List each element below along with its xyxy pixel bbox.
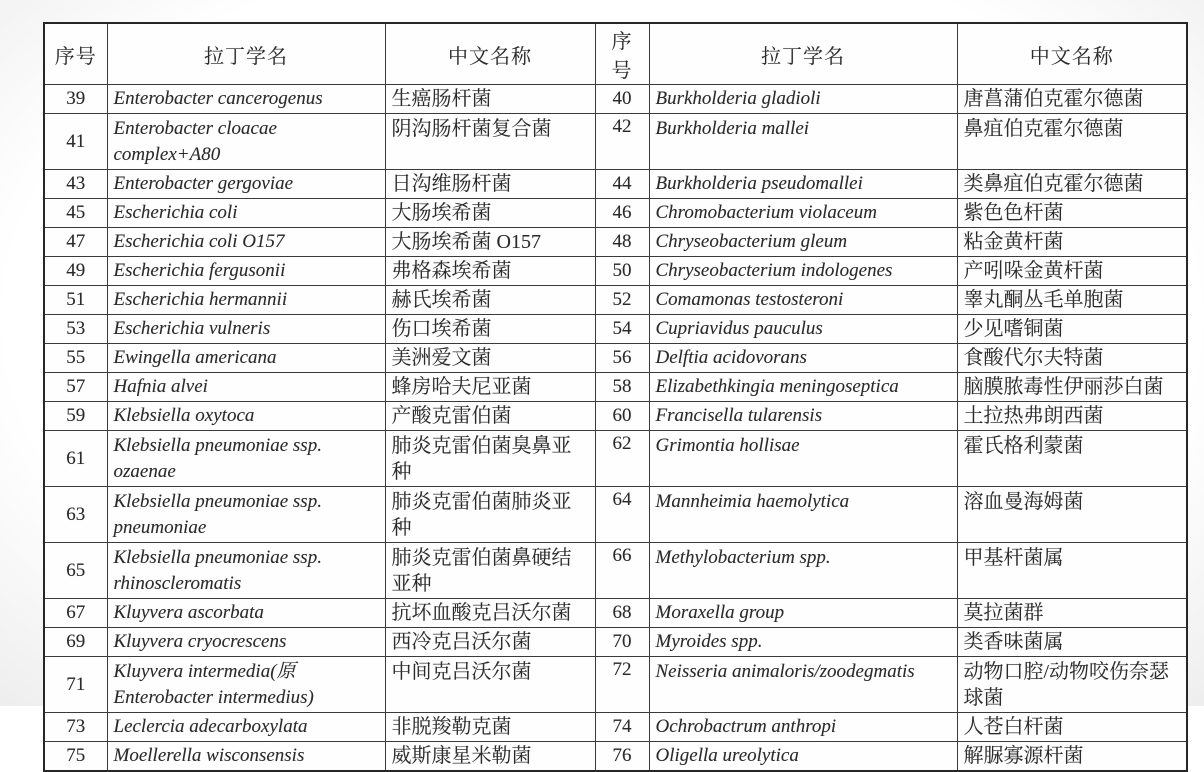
header-latin-right: 拉丁学名 [649,23,957,85]
latin-name-cell: Chryseobacterium indologenes [649,257,957,286]
table-row [44,431,1187,487]
table-row [44,228,1187,257]
chinese-name-cell: 肺炎克雷伯菌臭鼻亚种 [385,431,595,487]
chinese-name-cell: 威斯康星米勒菌 [385,742,595,772]
serial-number-cell: 54 [595,315,649,344]
serial-number-cell: 43 [44,170,107,199]
chinese-name-cell: 蜂房哈夫尼亚菌 [385,373,595,402]
latin-name-cell: Enterobacter cloacae complex+A80 [107,114,385,170]
chinese-name-cell: 大肠埃希菌 [385,199,595,228]
serial-number-cell: 60 [595,402,649,431]
serial-number-cell: 49 [44,257,107,286]
chinese-name-cell: 少见嗜铜菌 [957,315,1187,344]
table-row [44,344,1187,373]
serial-number-cell: 65 [44,543,107,599]
latin-name-cell: Escherichia vulneris [107,315,385,344]
latin-name-cell: Moellerella wisconsensis [107,742,385,772]
header-chinese-right: 中文名称 [957,23,1187,85]
chinese-name-cell: 溶血曼海姆菌 [957,487,1187,543]
latin-name-cell: Hafnia alvei [107,373,385,402]
header-row [44,23,1187,85]
serial-number-cell: 51 [44,286,107,315]
latin-name-cell: Mannheimia haemolytica [649,487,957,543]
header-serial-left: 序号 [44,23,107,85]
chinese-name-cell: 日沟维肠杆菌 [385,170,595,199]
chinese-name-cell: 睾丸酮丛毛单胞菌 [957,286,1187,315]
chinese-name-cell: 弗格森埃希菌 [385,257,595,286]
table-row [44,373,1187,402]
latin-name-cell: Myroides spp. [649,628,957,657]
latin-name-cell: Leclercia adecarboxylata [107,713,385,742]
chinese-name-cell: 鼻疽伯克霍尔德菌 [957,114,1187,170]
latin-name-cell: Escherichia hermannii [107,286,385,315]
latin-name-cell: Escherichia fergusonii [107,257,385,286]
serial-number-cell: 66 [595,543,649,599]
serial-number-cell: 67 [44,599,107,628]
serial-number-cell: 42 [595,114,649,170]
chinese-name-cell: 西冷克吕沃尔菌 [385,628,595,657]
table-row [44,170,1187,199]
serial-number-cell: 44 [595,170,649,199]
chinese-name-cell: 莫拉菌群 [957,599,1187,628]
serial-number-cell: 68 [595,599,649,628]
bacteria-name-table [43,22,1188,772]
chinese-name-cell: 肺炎克雷伯菌肺炎亚种 [385,487,595,543]
latin-name-cell: Chromobacterium violaceum [649,199,957,228]
serial-number-cell: 47 [44,228,107,257]
serial-number-cell: 41 [44,114,107,170]
serial-number-cell: 39 [44,85,107,114]
latin-name-cell: Francisella tularensis [649,402,957,431]
table-row [44,199,1187,228]
serial-number-cell: 74 [595,713,649,742]
serial-number-cell: 64 [595,487,649,543]
chinese-name-cell: 解脲寡源杆菌 [957,742,1187,772]
table-row [44,85,1187,114]
chinese-name-cell: 赫氏埃希菌 [385,286,595,315]
chinese-name-cell: 美洲爱文菌 [385,344,595,373]
table-row [44,599,1187,628]
table-row [44,114,1187,170]
chinese-name-cell: 类香味菌属 [957,628,1187,657]
table-row [44,742,1187,772]
serial-number-cell: 72 [595,657,649,713]
latin-name-cell: Ewingella americana [107,344,385,373]
chinese-name-cell: 粘金黄杆菌 [957,228,1187,257]
table-row [44,315,1187,344]
table-row [44,402,1187,431]
table-row [44,286,1187,315]
serial-number-cell: 59 [44,402,107,431]
serial-number-cell: 56 [595,344,649,373]
latin-name-cell: Kluyvera cryocrescens [107,628,385,657]
latin-name-cell: Klebsiella oxytoca [107,402,385,431]
serial-number-cell: 48 [595,228,649,257]
latin-name-cell: Klebsiella pneumoniae ssp. ozaenae [107,431,385,487]
latin-name-cell: Ochrobactrum anthropi [649,713,957,742]
chinese-name-cell: 类鼻疽伯克霍尔德菌 [957,170,1187,199]
latin-name-cell: Kluyvera ascorbata [107,599,385,628]
serial-number-cell: 55 [44,344,107,373]
latin-name-cell: Enterobacter cancerogenus [107,85,385,114]
serial-number-cell: 52 [595,286,649,315]
serial-number-cell: 45 [44,199,107,228]
chinese-name-cell: 大肠埃希菌 O157 [385,228,595,257]
latin-name-cell: Escherichia coli O157 [107,228,385,257]
serial-number-cell: 73 [44,713,107,742]
table-body [44,85,1187,772]
latin-name-cell: Elizabethkingia meningoseptica [649,373,957,402]
latin-name-cell: Neisseria animaloris/zoodegmatis [649,657,957,713]
latin-name-cell: Burkholderia mallei [649,114,957,170]
header-serial-right: 序号 [595,23,649,85]
serial-number-cell: 75 [44,742,107,772]
chinese-name-cell: 甲基杆菌属 [957,543,1187,599]
table-row [44,487,1187,543]
chinese-name-cell: 唐菖蒲伯克霍尔德菌 [957,85,1187,114]
header-chinese-left: 中文名称 [385,23,595,85]
chinese-name-cell: 伤口埃希菌 [385,315,595,344]
table-row [44,657,1187,713]
latin-name-cell: Enterobacter gergoviae [107,170,385,199]
chinese-name-cell: 霍氏格利蒙菌 [957,431,1187,487]
latin-name-cell: Methylobacterium spp. [649,543,957,599]
latin-name-cell: Burkholderia gladioli [649,85,957,114]
latin-name-cell: Kluyvera intermedia(原 Enterobacter intermedius) [107,657,385,713]
serial-number-cell: 71 [44,657,107,713]
serial-number-cell: 53 [44,315,107,344]
chinese-name-cell: 动物口腔/动物咬伤奈瑟球菌 [957,657,1187,713]
latin-name-cell: Cupriavidus pauculus [649,315,957,344]
table-row [44,543,1187,599]
chinese-name-cell: 土拉热弗朗西菌 [957,402,1187,431]
latin-name-cell: Grimontia hollisae [649,431,957,487]
latin-name-cell: Burkholderia pseudomallei [649,170,957,199]
latin-name-cell: Moraxella group [649,599,957,628]
table-row [44,257,1187,286]
table-row [44,713,1187,742]
latin-name-cell: Escherichia coli [107,199,385,228]
serial-number-cell: 76 [595,742,649,772]
serial-number-cell: 57 [44,373,107,402]
chinese-name-cell: 产酸克雷伯菌 [385,402,595,431]
serial-number-cell: 50 [595,257,649,286]
serial-number-cell: 61 [44,431,107,487]
chinese-name-cell: 肺炎克雷伯菌鼻硬结亚种 [385,543,595,599]
latin-name-cell: Delftia acidovorans [649,344,957,373]
chinese-name-cell: 抗坏血酸克吕沃尔菌 [385,599,595,628]
serial-number-cell: 62 [595,431,649,487]
chinese-name-cell: 阴沟肠杆菌复合菌 [385,114,595,170]
chinese-name-cell: 食酸代尔夫特菌 [957,344,1187,373]
chinese-name-cell: 非脱羧勒克菌 [385,713,595,742]
serial-number-cell: 63 [44,487,107,543]
serial-number-cell: 40 [595,85,649,114]
latin-name-cell: Comamonas testosteroni [649,286,957,315]
chinese-name-cell: 产吲哚金黄杆菌 [957,257,1187,286]
chinese-name-cell: 生癌肠杆菌 [385,85,595,114]
chinese-name-cell: 中间克吕沃尔菌 [385,657,595,713]
latin-name-cell: Oligella ureolytica [649,742,957,772]
chinese-name-cell: 脑膜脓毒性伊丽莎白菌 [957,373,1187,402]
chinese-name-cell: 人苍白杆菌 [957,713,1187,742]
table-row [44,628,1187,657]
serial-number-cell: 46 [595,199,649,228]
latin-name-cell: Chryseobacterium gleum [649,228,957,257]
serial-number-cell: 69 [44,628,107,657]
latin-name-cell: Klebsiella pneumoniae ssp. rhinoscleromatis [107,543,385,599]
chinese-name-cell: 紫色色杆菌 [957,199,1187,228]
latin-name-cell: Klebsiella pneumoniae ssp. pneumoniae [107,487,385,543]
serial-number-cell: 70 [595,628,649,657]
header-latin-left: 拉丁学名 [107,23,385,85]
serial-number-cell: 58 [595,373,649,402]
